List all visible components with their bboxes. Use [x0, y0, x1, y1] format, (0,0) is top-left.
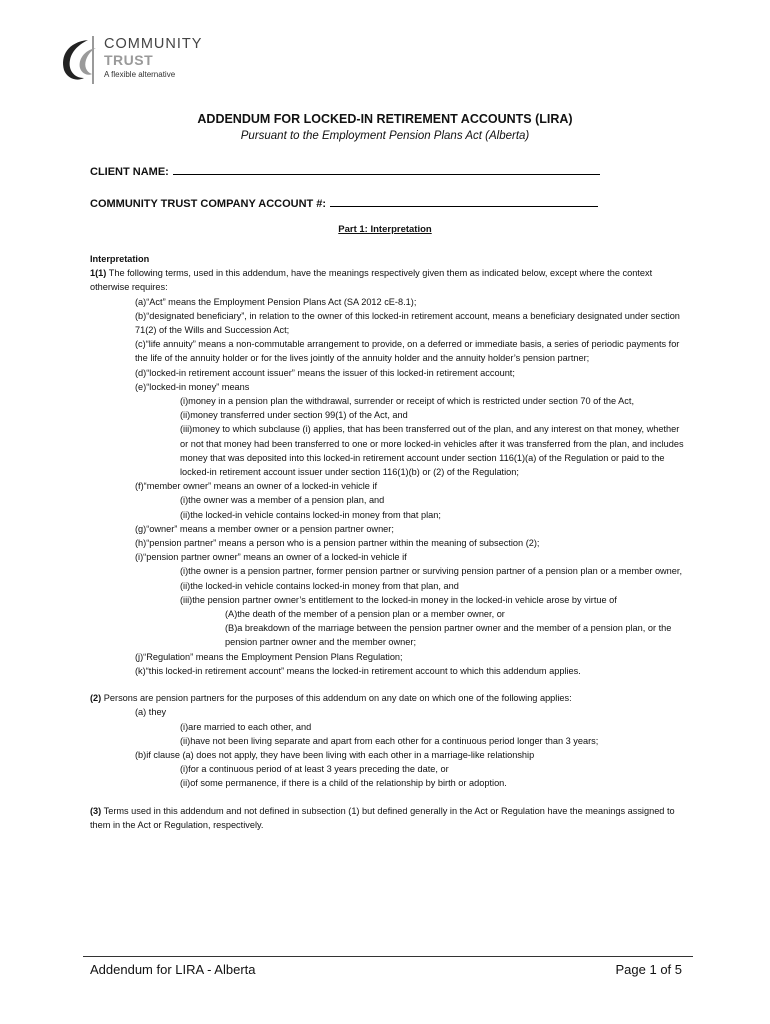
clause-text: The following terms, used in this addendum, have the meanings respectively given them as indicated below, except where the context otherwise requires: [90, 268, 653, 293]
definition-b: (b)“designated beneficiary”, in relation to the owner of this locked-in retirement account, means a beneficiary designated under section 71(2) of the Wills and Succession Act; [135, 310, 680, 336]
logo-text-community: COMMUNITY [104, 36, 203, 52]
spacer [90, 791, 690, 804]
clause-2 [90, 691, 690, 705]
clause-number: 1(1) [90, 268, 107, 279]
section-heading: Interpretation [90, 254, 150, 264]
logo-swoosh-icon [58, 34, 100, 84]
footer-rule [83, 956, 693, 957]
clause-number: (2) [90, 693, 102, 704]
logo-text-trust: TRUST [104, 52, 154, 68]
clause-number: (3) [90, 805, 102, 816]
client-name-label: CLIENT NAME: [90, 166, 169, 178]
client-name-field [90, 163, 600, 178]
definition-f: (f)“member owner” means an owner of a locked-in vehicle if [135, 481, 378, 492]
definition-e-i: (i)money in a pension plan the withdrawal, surrender or receipt of which is restricted under section 70 of the Act, [180, 396, 634, 407]
definition-i-iii-a: (A)the death of the member of a pension plan or a member owner, or [225, 609, 505, 620]
logo-divider [92, 36, 94, 84]
clause-2-a: (a) they [135, 707, 167, 718]
definition-j: (j)“Regulation” means the Employment Pension Plans Regulation; [135, 651, 403, 662]
definition-i-ii: (ii)the locked-in vehicle contains locked-in money from that plan, and [180, 580, 459, 591]
document-title: ADDENDUM FOR LOCKED-IN RETIREMENT ACCOUNTS (LIRA) [197, 112, 573, 126]
definition-d: (d)“locked-in retirement account issuer” means the issuer of this locked-in retirement account; [135, 367, 515, 378]
client-name-line[interactable] [173, 163, 600, 175]
document-subtitle: Pursuant to the Employment Pension Plans Act (Alberta) [240, 130, 530, 142]
definition-i-i: (i)the owner is a pension partner, former pension partner or surviving pension partner of a pension plan or a member owner, [180, 566, 683, 577]
clause-3 [90, 804, 690, 832]
logo-tagline: A flexible alternative [104, 70, 176, 79]
clause-2-b-i: (i)for a continuous period of at least 3 years preceding the date, or [180, 764, 449, 775]
clause-2-b-ii: (ii)of some permanence, if there is a child of the relationship by birth or adoption. [180, 778, 507, 789]
definition-e-iii: (iii)money to which subclause (i) applies, that has been transferred out of the plan, and any interest on that money, whether or not that money had been transferred to one or more locked-in vehicles after it was transferred from the plan, and includes money that was deposited into this locked-in retirement account under section 116(1)(a) of the Regulation or paid to the locked-in retirement account issuer under section 116(1)(b) or (2) of the Regulation; [180, 424, 684, 478]
footer-page-number: Page 1 of 5 [615, 962, 682, 977]
clause-2-a-ii: (ii)have not been living separate and apart from each other for a continuous period longer than 3 years; [180, 735, 599, 746]
clause-text: Persons are pension partners for the purposes of this addendum on any date on which one of the following applies: [101, 693, 572, 704]
definition-c: (c)“life annuity” means a non-commutable arrangement to provide, on a deferred or immediate basis, a series of periodic payments for the life of the annuity holder or for the lives jointly of the annuity holder and the annuity holder’s pension partner; [135, 339, 680, 364]
spacer [90, 678, 690, 691]
part-heading: Part 1: Interpretation [338, 224, 432, 235]
clause-2-b: (b)if clause (a) does not apply, they have been living with each other in a marriage-like relationship [135, 749, 535, 760]
definition-e-ii: (ii)money transferred under section 99(1) of the Act, and [180, 410, 408, 421]
account-number-line[interactable] [330, 195, 598, 207]
definition-i-iii: (iii)the pension partner owner’s entitlement to the locked-in money in the locked-in vehicle arose by virtue of [180, 594, 617, 605]
definition-a: (a)“Act” means the Employment Pension Plans Act (SA 2012 cE-8.1); [135, 296, 417, 307]
definition-i-iii-b: (B)a breakdown of the marriage between the pension partner owner and the member of a pension plan, or the pension partner owner and the member owner; [225, 623, 672, 648]
document-body [90, 252, 690, 832]
definition-h: (h)“pension partner” means a person who is a pension partner within the meaning of subsection (2); [135, 538, 540, 549]
account-number-field [90, 195, 598, 210]
definition-g: (g)“owner” means a member owner or a pension partner owner; [135, 523, 394, 534]
clause-text: Terms used in this addendum and not defined in subsection (1) but defined generally in the Act or Regulation have the meanings assigned to them in the Act or Regulation, respectively. [90, 805, 675, 830]
definition-i: (i)“pension partner owner” means an owner of a locked-in vehicle if [135, 552, 407, 563]
definition-e: (e)“locked-in money” means [135, 381, 250, 392]
definition-f-i: (i)the owner was a member of a pension plan, and [180, 495, 385, 506]
account-number-label: COMMUNITY TRUST COMPANY ACCOUNT #: [90, 198, 327, 210]
footer-document-name: Addendum for LIRA - Alberta [90, 962, 256, 977]
clause-2-a-i: (i)are married to each other, and [180, 721, 312, 732]
clause-1-1 [90, 266, 690, 294]
definition-k: (k)“this locked-in retirement account” means the locked-in retirement account to which this addendum applies. [135, 665, 581, 676]
definition-f-ii: (ii)the locked-in vehicle contains locked-in money from that plan; [180, 509, 441, 520]
